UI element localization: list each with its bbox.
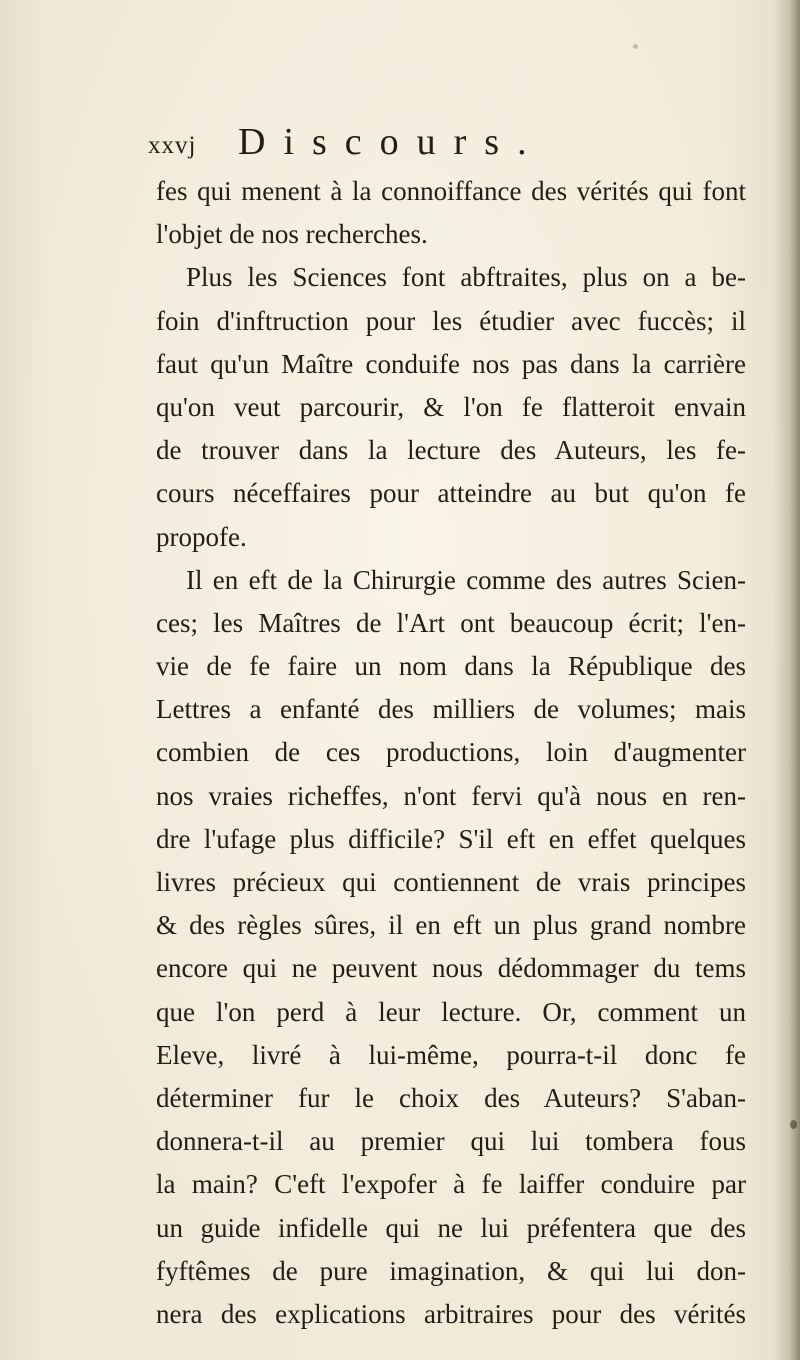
ink-spot: [790, 1120, 797, 1129]
text-line: vie de fe faire un nom dans la République des: [156, 651, 746, 682]
text-line: cours néceffaires pour atteindre au but qu'on fe: [156, 478, 746, 509]
text-line: nos vraies richeffes, n'ont fervi qu'à nous en ren-: [156, 780, 746, 811]
text-line: ces; les Maîtres de l'Art ont beaucoup écrit; l'en-: [156, 607, 746, 638]
text-line: Il en eft de la Chirurgie comme des autres Scien-: [186, 564, 746, 595]
page-number: xxvj: [148, 132, 197, 159]
running-title: Discours.: [238, 121, 545, 163]
text-line: que l'on perd à leur lecture. Or, comment un: [156, 996, 746, 1027]
page-edge-shadow: [774, 0, 800, 1360]
text-line: & des règles sûres, il en eft un plus grand nombre: [156, 910, 746, 941]
text-line: la main? C'eft l'expofer à fe laiffer conduire par: [156, 1169, 746, 1200]
text-line: Plus les Sciences font abftraites, plus on a be-: [186, 262, 746, 293]
text-line: qu'on veut parcourir, & l'on fe flatteroit envain: [156, 391, 746, 422]
page-header: [148, 120, 708, 163]
text-line: donnera-t-il au premier qui lui tombera fous: [156, 1126, 746, 1157]
text-line: encore qui ne peuvent nous dédommager du tems: [156, 953, 746, 984]
text-line: propofe.: [156, 521, 247, 552]
text-line: de trouver dans la lecture des Auteurs, les fe-: [156, 435, 746, 466]
text-line: dre l'ufage plus difficile? S'il eft en effet quelques: [156, 823, 746, 854]
text-line: livres précieux qui contiennent de vrais principes: [156, 867, 746, 897]
text-line: Eleve, livré à lui-même, pourra-t-il donc fe: [156, 1039, 746, 1070]
text-line: l'objet de nos recherches.: [156, 219, 428, 250]
text-line: fes qui menent à la connoiffance des vérités qui font: [156, 176, 746, 206]
text-line: combien de ces productions, loin d'augmenter: [156, 737, 746, 768]
ink-spot: [633, 44, 638, 49]
text-line: Lettres a enfanté des milliers de volumes; mais: [156, 694, 746, 725]
text-line: déterminer fur le choix des Auteurs? S'aban-: [156, 1082, 746, 1113]
text-line: un guide infidelle qui ne lui préfentera que des: [156, 1212, 746, 1243]
text-line: nera des explications arbitraires pour des vérités: [156, 1298, 746, 1329]
text-line: faut qu'un Maître conduife nos pas dans la carrière: [156, 348, 746, 379]
text-line: foin d'inftruction pour les étudier avec fuccès; il: [156, 305, 746, 336]
body-text: [156, 170, 746, 1336]
text-line: fyftêmes de pure imagination, & qui lui don-: [156, 1255, 746, 1286]
